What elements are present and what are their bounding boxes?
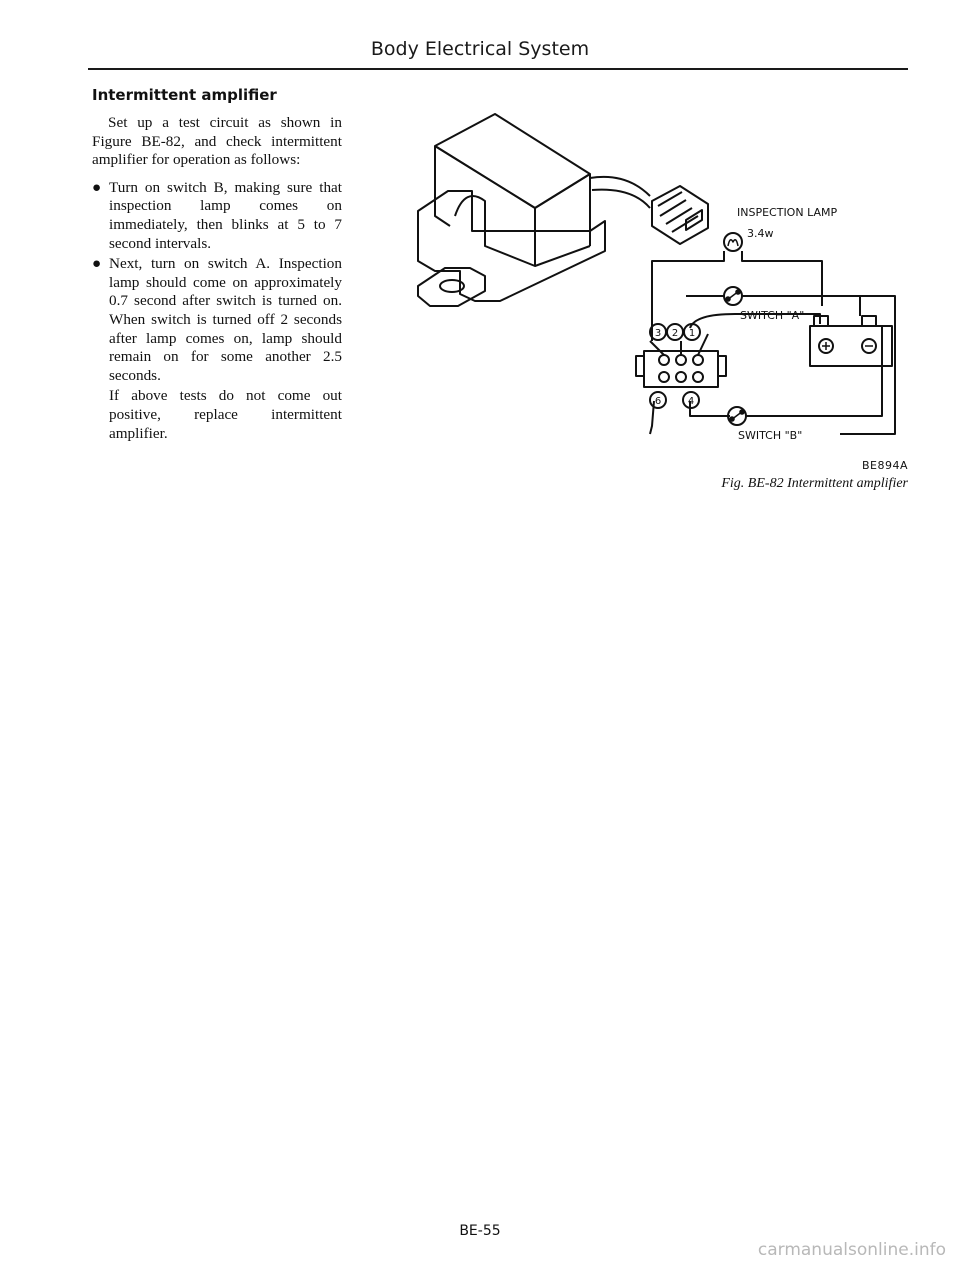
page-number: BE-55 xyxy=(459,1223,501,1239)
pin-label: 2 xyxy=(671,328,679,339)
bullet-dot-icon: ● xyxy=(92,255,102,273)
bullet-dot-icon: ● xyxy=(92,178,102,196)
figure-caption: Fig. BE-82 Intermittent amplifier xyxy=(721,476,908,491)
inspection-lamp-rating: 3.4w xyxy=(747,227,774,240)
bullet-item xyxy=(92,179,342,253)
intro-paragraph: Set up a test circuit as shown in Figure BE-82, and check intermittent amplifier for operation as follows: xyxy=(92,114,342,169)
pin-label: 6 xyxy=(654,396,662,407)
connector-icon xyxy=(652,186,708,244)
watermark-text: carmanualsonline.info xyxy=(757,1240,946,1260)
page-header-title: Body Electrical System xyxy=(370,38,590,60)
bullet-text: Next, turn on switch A. Inspection lamp should come on approximately 0.7 second after switch is turned on. When switch is turned off 2 seconds after lamp comes on, lamp should remain on for some another 2.5 seconds. xyxy=(109,255,342,384)
pin-label: 1 xyxy=(688,328,696,339)
switch-b-label: SWITCH "B" xyxy=(738,429,803,442)
header-rule xyxy=(88,68,908,70)
amplifier-unit-icon xyxy=(418,114,605,306)
figure-code: BE894A xyxy=(861,459,908,472)
bullet-item xyxy=(92,255,342,385)
intermittent-amplifier-figure xyxy=(390,96,910,456)
pin-label: 4 xyxy=(687,396,695,407)
battery-icon xyxy=(810,316,892,366)
connector-pinout-icon xyxy=(636,334,726,387)
note-paragraph: If above tests do not come out positive, replace intermittent amplifier. xyxy=(109,387,342,442)
inspection-lamp-label: INSPECTION LAMP xyxy=(737,206,838,219)
switch-b-icon xyxy=(728,407,746,425)
bullet-text: Turn on switch B, making sure that inspection lamp comes on immediately, then blinks at 5 to 7 second intervals. xyxy=(109,178,342,252)
section-heading: Intermittent amplifier xyxy=(92,86,277,104)
body-text xyxy=(92,114,342,452)
switch-a-icon xyxy=(724,287,742,305)
pin-label: 3 xyxy=(654,328,662,339)
switch-a-label: SWITCH "A" xyxy=(740,309,805,322)
